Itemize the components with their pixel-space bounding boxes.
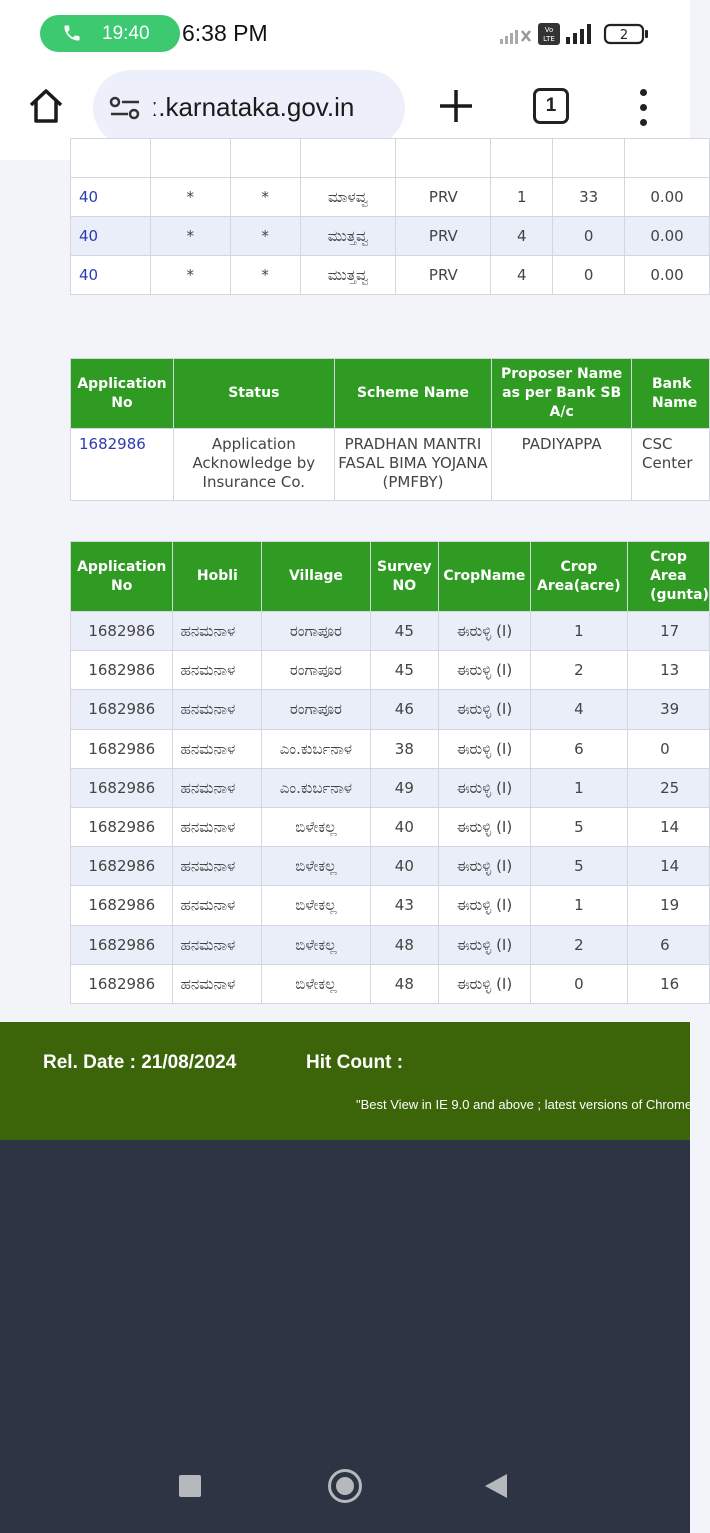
status-bar [0, 0, 690, 68]
application-status-table [70, 358, 710, 501]
table-cell: 5 [530, 807, 627, 846]
table-cell: 6 [530, 729, 627, 768]
table-cell: 4 [491, 217, 553, 256]
phone-icon [62, 23, 82, 43]
browser-note: "Best View in IE 9.0 and above ; latest versions of Chrome [356, 1097, 693, 1112]
table-cell: ರಂಗಾಪೂರ [262, 690, 370, 729]
address-bar[interactable] [93, 70, 405, 146]
table-cell: 17 [628, 612, 710, 651]
table-cell: ಎಂ.ಕುರ್ಬನಾಳ [262, 729, 370, 768]
table-cell: 1682986 [71, 729, 173, 768]
table-cell: 33 [553, 178, 625, 217]
table-cell: 13 [628, 651, 710, 690]
table-cell: 6 [628, 925, 710, 964]
site-settings-icon[interactable] [109, 94, 141, 122]
call-duration: 19:40 [102, 23, 150, 44]
table-cell: ರಂಗಾಪೂರ [262, 651, 370, 690]
table-cell: 25 [628, 768, 710, 807]
table-header-row [71, 359, 710, 429]
recent-apps-icon[interactable] [179, 1475, 201, 1497]
table-cell: ಎಂ.ಕುರ್ಬನಾಳ [262, 768, 370, 807]
signal-weak-icon [500, 23, 532, 45]
status-clock: 6:38 PM [182, 20, 268, 46]
table-cell: 1682986 [71, 690, 173, 729]
land-link[interactable]: 40 [71, 217, 151, 256]
table-cell: ಬಿಳೇಕಲ್ಲ [262, 964, 370, 1003]
table-cell: 45 [370, 651, 438, 690]
table-cell: 38 [370, 729, 438, 768]
table-cell: 2 [530, 925, 627, 964]
table-cell: 1 [530, 768, 627, 807]
table-cell: 0.00 [625, 256, 710, 295]
table-cell: 0.00 [625, 178, 710, 217]
column-header: Application No [71, 359, 174, 429]
table-cell: 0 [553, 256, 625, 295]
table-cell: ಈರುಳ್ಳಿ (I) [439, 690, 531, 729]
back-nav-icon[interactable] [485, 1474, 507, 1498]
hit-count: Hit Count : [306, 1052, 404, 1073]
table-cell: 1682986 [71, 768, 173, 807]
table-cell: 0.00 [625, 217, 710, 256]
page-content [0, 160, 709, 1004]
new-tab-icon[interactable] [436, 86, 476, 126]
table-row [71, 217, 710, 256]
table-cell: 1682986 [71, 807, 173, 846]
table-cell: ಹನಮನಾಳ [173, 925, 262, 964]
ongoing-call-pill[interactable] [40, 15, 180, 52]
table-cell: * [150, 178, 230, 217]
column-header: Scheme Name [334, 359, 492, 429]
bank-cell: CSC Center [632, 429, 710, 501]
table-cell: 40 [370, 807, 438, 846]
table-cell: ಈರುಳ್ಳಿ (I) [439, 612, 531, 651]
table-cell: ಹನಮನಾಳ [173, 651, 262, 690]
volte-icon [538, 23, 560, 45]
table-cell: 14 [628, 807, 710, 846]
crop-table-body [71, 612, 710, 1004]
table-cell: ಈರುಳ್ಳಿ (I) [439, 925, 531, 964]
table-cell: 1682986 [71, 612, 173, 651]
table-row [71, 925, 710, 964]
table-cell: 43 [370, 886, 438, 925]
table-row [71, 886, 710, 925]
table-cell: ಹನಮನಾಳ [173, 690, 262, 729]
table-cell: 5 [530, 847, 627, 886]
table-cell: PRV [396, 217, 491, 256]
proposer-cell: PADIYAPPA [492, 429, 632, 501]
column-header: Status [173, 359, 334, 429]
table-cell: 4 [491, 256, 553, 295]
table-cell: ಬಿಳೇಕಲ್ಲ [262, 886, 370, 925]
table-row [71, 139, 710, 178]
column-header: Hobli [173, 542, 262, 612]
table-cell: ಈರುಳ್ಳಿ (I) [439, 768, 531, 807]
table-cell: * [150, 217, 230, 256]
table-row [71, 729, 710, 768]
table-cell: PRV [396, 178, 491, 217]
url-text[interactable]: ː.karnataka.gov.in [151, 92, 355, 122]
status-cell: Application Acknowledge by Insurance Co. [173, 429, 334, 501]
table-cell: PRV [396, 256, 491, 295]
table-cell: 39 [628, 690, 710, 729]
table-cell: ಮುತ್ತವ್ವ [300, 256, 396, 295]
table-cell: ಹನಮನಾಳ [173, 807, 262, 846]
table-cell: * [150, 256, 230, 295]
table-cell: 49 [370, 768, 438, 807]
table-cell: ಬಿಳೇಕಲ್ಲ [262, 807, 370, 846]
tab-switcher-button[interactable]: 1 [533, 88, 569, 124]
table-cell: 1682986 [71, 651, 173, 690]
table-cell: 46 [370, 690, 438, 729]
table-cell: 1682986 [71, 964, 173, 1003]
table-row [71, 847, 710, 886]
table-row [71, 768, 710, 807]
table-row [71, 807, 710, 846]
table-cell: ರಂಗಾಪೂರ [262, 612, 370, 651]
home-icon[interactable] [26, 86, 66, 126]
table-cell: 1 [530, 886, 627, 925]
table-cell: ಈರುಳ್ಳಿ (I) [439, 729, 531, 768]
column-header: Bank Name [632, 359, 710, 429]
table-cell: 1 [530, 612, 627, 651]
table-cell: ಬಿಳೇಕಲ್ಲ [262, 925, 370, 964]
table-cell: 0 [628, 729, 710, 768]
table-cell: * [230, 217, 300, 256]
signal-strong-icon [566, 23, 598, 45]
release-date: Rel. Date : 21/08/2024 [43, 1052, 237, 1073]
table-row [71, 178, 710, 217]
table-cell: 19 [628, 886, 710, 925]
battery-icon [604, 23, 650, 45]
table-cell: 16 [628, 964, 710, 1003]
table-row [71, 612, 710, 651]
column-header: Application No [71, 542, 173, 612]
table-cell: ಬಿಳೇಕಲ್ಲ [262, 847, 370, 886]
land-details-table [70, 138, 710, 295]
table-cell: 40 [370, 847, 438, 886]
table-row [71, 651, 710, 690]
scheme-cell: PRADHAN MANTRI FASAL BIMA YOJANA (PMFBY) [334, 429, 492, 501]
table-cell: ಮಾಳವ್ವ [300, 178, 396, 217]
table-cell: ಈರುಳ್ಳಿ (I) [439, 651, 531, 690]
table-cell: 1 [491, 178, 553, 217]
table-cell: 4 [530, 690, 627, 729]
table-cell: 1682986 [71, 886, 173, 925]
table-cell: ಈರುಳ್ಳಿ (I) [439, 807, 531, 846]
table-row [71, 256, 710, 295]
land-link[interactable]: 40 [71, 178, 151, 217]
site-footer [0, 1022, 693, 1140]
application-number-link[interactable]: 1682986 [71, 429, 174, 501]
column-header: Proposer Name as per Bank SB A/c [492, 359, 632, 429]
column-header: CropName [439, 542, 531, 612]
table-cell: 48 [370, 925, 438, 964]
system-navigation-area [0, 1140, 690, 1533]
table-cell: * [230, 256, 300, 295]
table-row [71, 964, 710, 1003]
column-header: Village [262, 542, 370, 612]
column-header: Survey NO [370, 542, 438, 612]
table-cell: 14 [628, 847, 710, 886]
column-header: Crop Area(acre) [530, 542, 627, 612]
table-row [71, 690, 710, 729]
table-cell: ಮುತ್ತವ್ವ [300, 217, 396, 256]
table-cell: ಹನಮನಾಳ [173, 886, 262, 925]
table-cell: 45 [370, 612, 438, 651]
table-cell: 0 [530, 964, 627, 1003]
table-cell: 48 [370, 964, 438, 1003]
svg-text:LTE: LTE [543, 35, 555, 43]
table-cell: 1682986 [71, 925, 173, 964]
table-cell: ಹನಮನಾಳ [173, 729, 262, 768]
svg-text:Vo: Vo [544, 26, 554, 34]
table-cell: ಈರುಳ್ಳಿ (I) [439, 886, 531, 925]
home-nav-icon[interactable] [328, 1469, 362, 1503]
table-cell: ಹನಮನಾಳ [173, 612, 262, 651]
table-cell: ಈರುಳ್ಳಿ (I) [439, 964, 531, 1003]
table-cell: 1682986 [71, 847, 173, 886]
table-cell: 0 [553, 217, 625, 256]
table-cell: ಹನಮನಾಳ [173, 964, 262, 1003]
land-link[interactable]: 40 [71, 256, 151, 295]
status-icons [500, 22, 650, 46]
battery-level: 2 [619, 28, 629, 43]
column-header: Crop Area (gunta) [628, 542, 710, 612]
more-options-icon[interactable] [633, 86, 653, 128]
crop-details-table [70, 541, 710, 1004]
table-cell: ಈರುಳ್ಳಿ (I) [439, 847, 531, 886]
table-cell: * [230, 178, 300, 217]
table-cell: 2 [530, 651, 627, 690]
table-row [71, 429, 710, 501]
table-cell: ಹನಮನಾಳ [173, 847, 262, 886]
table-cell: ಹನಮನಾಳ [173, 768, 262, 807]
table-header-row [71, 542, 710, 612]
